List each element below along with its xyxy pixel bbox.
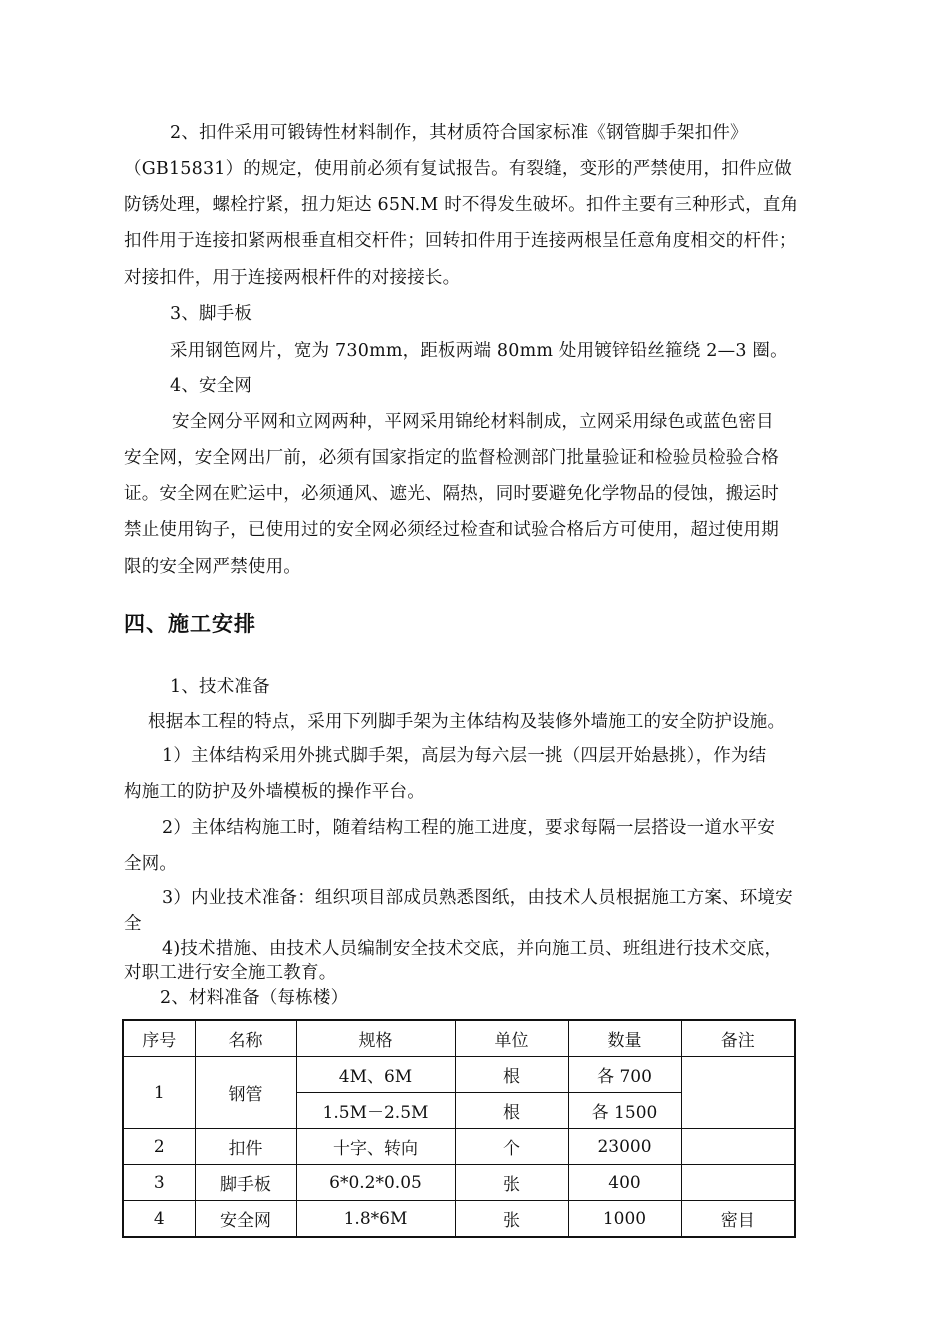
cell-spec: 1.8*6M [296, 1201, 455, 1238]
table-row [123, 1057, 795, 1093]
header-cell: 序号 [123, 1020, 195, 1057]
header-cell: 规格 [296, 1020, 455, 1057]
cell-name: 安全网 [195, 1201, 296, 1238]
paragraph-line: （GB15831）的规定，使用前必须有复试报告。有裂缝，变形的严禁使用，扣件应做 [124, 159, 793, 179]
paragraph-line: 3）内业技术准备：组织项目部成员熟悉图纸，由技术人员根据施工方案、环境安 [162, 888, 793, 908]
cell-spec: 1.5M－2.5M [296, 1093, 455, 1129]
header-cell: 名称 [195, 1020, 296, 1057]
paragraph-line: 全 [124, 914, 142, 934]
cell-unit: 张 [455, 1165, 568, 1201]
cell-note: 密目 [681, 1201, 795, 1238]
subsection-title: 1、技术准备 [170, 677, 270, 697]
paragraph-line: 4)技术措施、由技术人员编制安全技术交底，并向施工员、班组进行技术交底， [162, 939, 783, 959]
cell-name: 钢管 [195, 1057, 296, 1129]
cell-qty: 23000 [568, 1129, 681, 1165]
cell-qty: 400 [568, 1165, 681, 1201]
paragraph-line: 根据本工程的特点，采用下列脚手架为主体结构及装修外墙施工的安全防护设施。 [148, 712, 786, 732]
cell-unit: 个 [455, 1129, 568, 1165]
table-row [123, 1129, 795, 1165]
paragraph-line: 采用钢笆网片，宽为 730mm，距板两端 80mm 处用镀锌铅丝箍绕 2—3 圈。 [170, 341, 788, 361]
paragraph-line: 防锈处理，螺栓拧紧，扭力矩达 65N.M 时不得发生破坏。扣件主要有三种形式，直角 [124, 195, 799, 215]
cell-spec: 4M、6M [296, 1057, 455, 1093]
cell-no: 4 [123, 1201, 195, 1238]
paragraph-line: 限的安全网严禁使用。 [124, 557, 301, 577]
cell-name: 脚手板 [195, 1165, 296, 1201]
cell-unit: 根 [455, 1057, 568, 1093]
cell-spec: 十字、转向 [296, 1129, 455, 1165]
cell-no: 1 [123, 1057, 195, 1129]
cell-unit: 张 [455, 1201, 568, 1238]
subsection-title: 4、安全网 [170, 376, 253, 396]
cell-qty: 1000 [568, 1201, 681, 1238]
paragraph-line: 对职工进行安全施工教育。 [124, 963, 337, 983]
paragraph-line: 安全网分平网和立网两种，平网采用锦纶材料制成，立网采用绿色或蓝色密目 [172, 412, 774, 432]
paragraph-line: 2、扣件采用可锻铸性材料制作，其材质符合国家标准《钢管脚手架扣件》 [170, 123, 748, 143]
cell-qty: 各 700 [568, 1057, 681, 1093]
paragraph-line: 构施工的防护及外墙模板的操作平台。 [124, 782, 425, 802]
table-row [123, 1201, 795, 1238]
cell-note [681, 1057, 795, 1129]
section-heading: 四、施工安排 [124, 611, 256, 636]
header-cell: 备注 [681, 1020, 795, 1057]
paragraph-line: 1）主体结构采用外挑式脚手架，高层为每六层一挑（四层开始悬挑），作为结 [162, 746, 767, 766]
paragraph-line: 全网。 [124, 854, 178, 874]
cell-qty: 各 1500 [568, 1093, 681, 1129]
cell-unit: 根 [455, 1093, 568, 1129]
table-row [123, 1165, 795, 1201]
table-header-row [123, 1020, 795, 1057]
paragraph-line: 证。安全网在贮运中，必须通风、遮光、隔热，同时要避免化学物品的侵蚀，搬运时 [124, 484, 779, 504]
cell-spec: 6*0.2*0.05 [296, 1165, 455, 1201]
paragraph-line: 安全网，安全网出厂前，必须有国家指定的监督检测部门批量验证和检验员检验合格 [124, 448, 779, 468]
header-cell: 数量 [568, 1020, 681, 1057]
cell-name: 扣件 [195, 1129, 296, 1165]
subsection-title: 2、材料准备（每栋楼） [160, 988, 349, 1008]
paragraph-line: 对接扣件，用于连接两根杆件的对接接长。 [124, 268, 461, 288]
paragraph-line: 2）主体结构施工时，随着结构工程的施工进度，要求每隔一层搭设一道水平安 [162, 818, 776, 838]
subsection-title: 3、脚手板 [170, 304, 253, 324]
cell-no: 3 [123, 1165, 195, 1201]
cell-note [681, 1165, 795, 1201]
cell-note [681, 1129, 795, 1165]
paragraph-line: 扣件用于连接扣紧两根垂直相交杆件；回转扣件用于连接两根呈任意角度相交的杆件； [124, 231, 797, 251]
header-cell: 单位 [455, 1020, 568, 1057]
paragraph-line: 禁止使用钩子，已使用过的安全网必须经过检查和试验合格后方可使用，超过使用期 [124, 520, 779, 540]
materials-table [122, 1019, 796, 1238]
cell-no: 2 [123, 1129, 195, 1165]
